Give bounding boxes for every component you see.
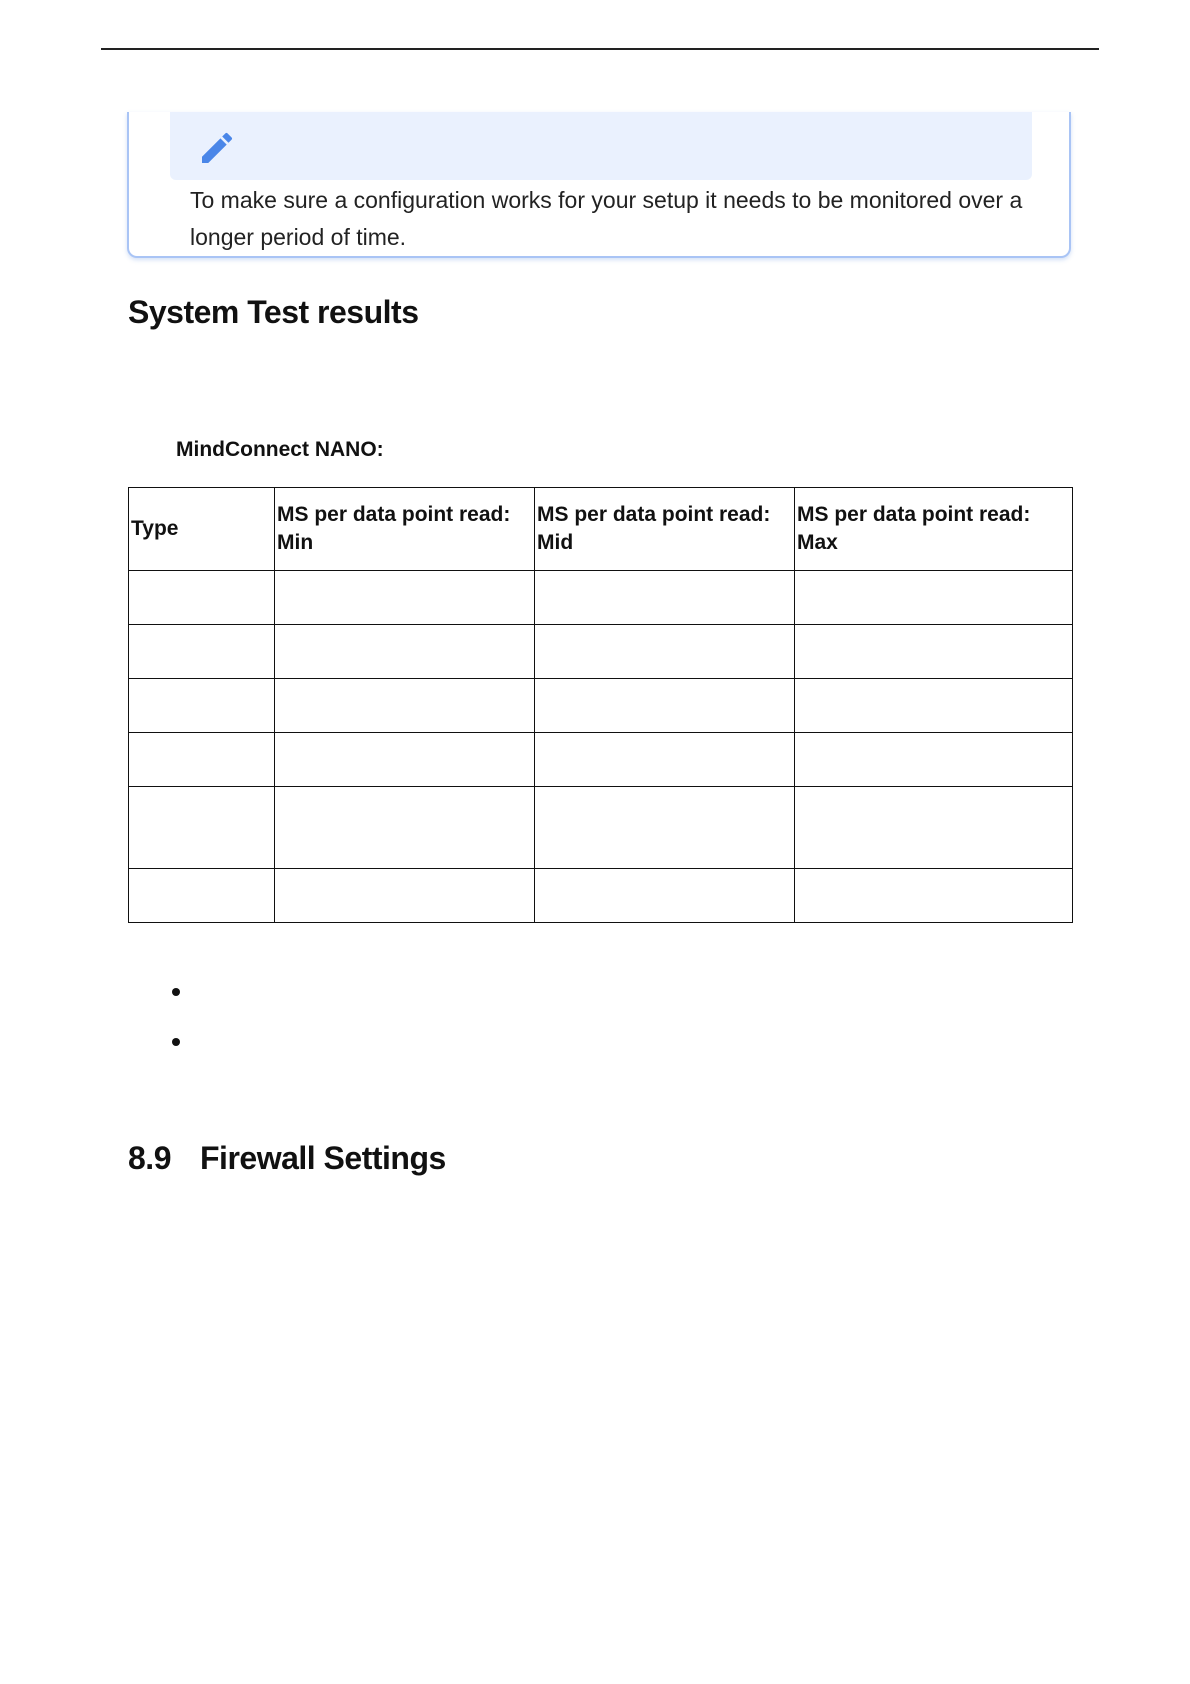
note-text: To make sure a configuration works for your setup it needs to be monitored over a longer period of time. [190,187,1023,250]
bullet-icon [172,988,180,996]
table-row [129,869,1073,923]
table-cell [129,733,275,787]
table-cell [129,869,275,923]
table-cell [795,571,1073,625]
chapter-heading [128,1140,446,1177]
chapter-title-text: Firewall Settings [200,1140,446,1176]
note-callout [127,112,1071,258]
system-test-results-table [128,487,1073,923]
table-cell [129,625,275,679]
table-cell [795,869,1073,923]
note-header [170,112,1032,180]
table-cell [535,869,795,923]
section-title: System Test results [128,294,419,330]
column-header-mid: MS per data point read: Mid [535,488,795,571]
pencil-icon [197,128,237,168]
table-cell [275,787,535,869]
table-cell [275,679,535,733]
table-cell [535,679,795,733]
table-cell [275,733,535,787]
column-header-max: MS per data point read: Max [795,488,1073,571]
column-header-type: Type [129,488,275,571]
table-row [129,733,1073,787]
table-row [129,625,1073,679]
chapter-number: 8.9 [128,1140,171,1176]
table-header-row [129,488,1073,571]
table-cell [129,571,275,625]
table-cell [795,679,1073,733]
table-cell [275,869,535,923]
table-cell [535,787,795,869]
table-row [129,787,1073,869]
table-cell [129,787,275,869]
table-cell [535,733,795,787]
table-row [129,571,1073,625]
table-cell [129,679,275,733]
table-row [129,679,1073,733]
device-label: MindConnect NANO: [176,438,384,461]
table-cell [795,625,1073,679]
table-cell [535,571,795,625]
table-cell [275,571,535,625]
bullet-icon [172,1038,180,1046]
page-header-rule [101,48,1099,50]
table-cell [795,733,1073,787]
table-cell [535,625,795,679]
table-cell [275,625,535,679]
column-header-min: MS per data point read: Min [275,488,535,571]
table-cell [795,787,1073,869]
